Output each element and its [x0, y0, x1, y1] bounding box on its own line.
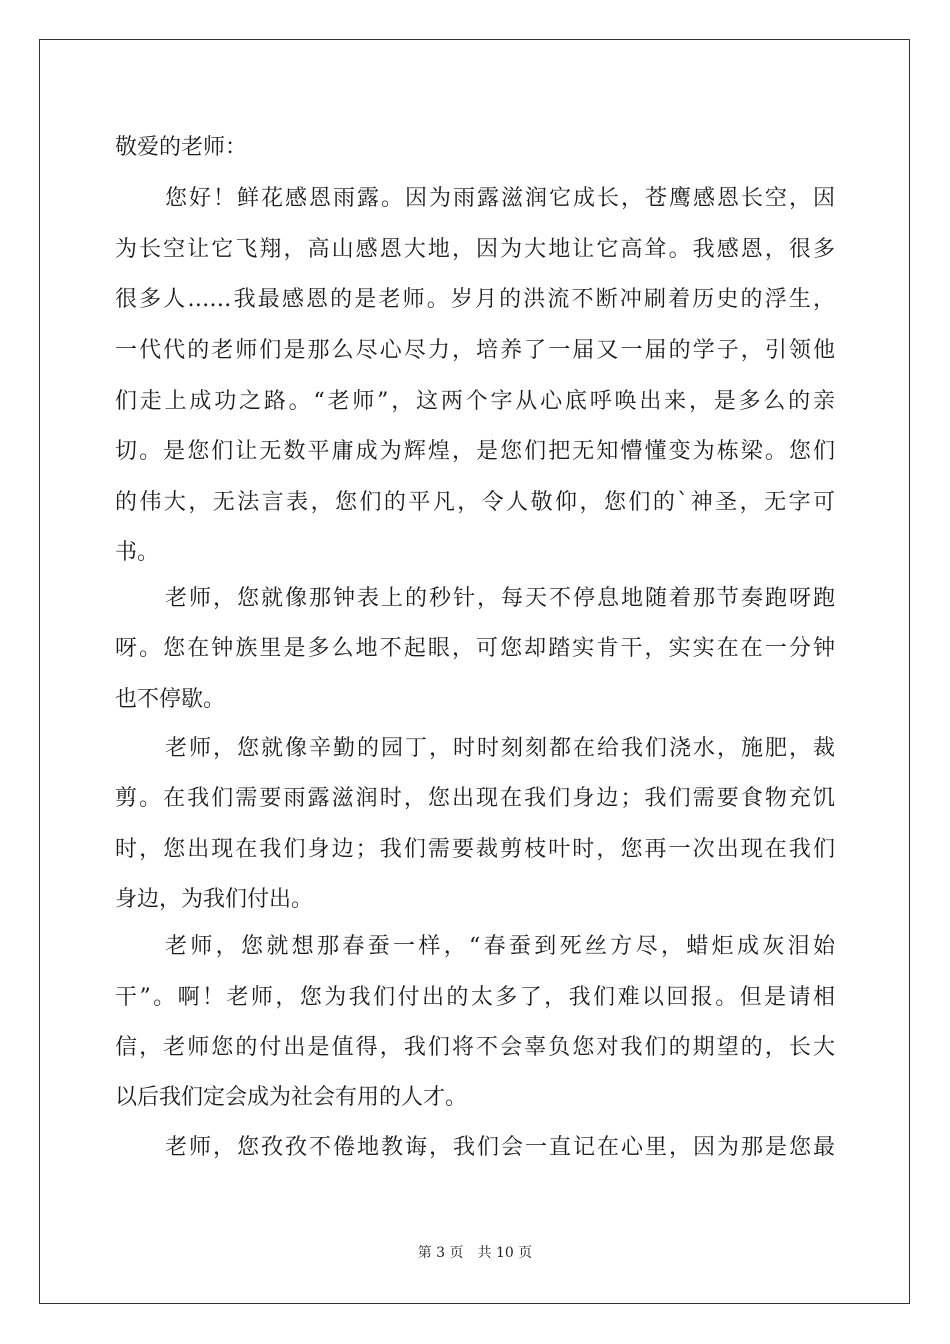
paragraph-line: 们走上成功之路。“老师”，这两个字从心底呼唤出来，是多么的亲	[115, 389, 835, 414]
salutation: 敬爱的老师：	[115, 135, 248, 160]
paragraph-line: 老师，您就像那钟表上的秒针，每天不停息地随着那节奏跑呀跑	[165, 586, 835, 611]
total-pages: 共 10 页	[477, 1245, 533, 1261]
page-border	[39, 39, 910, 1304]
paragraph-line: 的伟大，无法言表，您们的平凡，令人敬仰，您们的`神圣，无字可	[115, 490, 835, 515]
paragraph-line: 书。	[115, 540, 160, 565]
paragraph-line: 呀。您在钟族里是多么地不起眼，可您却踏实肯干，实实在在一分钟	[115, 636, 835, 661]
paragraph-line: 老师，您就想那春蚕一样，“春蚕到死丝方尽，蜡炬成灰泪始	[165, 934, 835, 959]
paragraph-line: 时，您出现在我们身边；我们需要裁剪枝叶时，您再一次出现在我们	[115, 837, 835, 862]
paragraph-line: 很多人……我最感恩的是老师。岁月的洪流不断冲刷着历史的浮生，	[115, 287, 835, 312]
paragraph-line: 干”。啊！老师，您为我们付出的太多了，我们难以回报。但是请相	[115, 985, 835, 1010]
paragraph-line: 身边，为我们付出。	[115, 887, 314, 912]
paragraph-line: 老师，您就像辛勤的园丁，时时刻刻都在给我们浇水，施肥，裁	[165, 736, 835, 761]
paragraph-line: 为长空让它飞翔，高山感恩大地，因为大地让它高耸。我感恩，很多	[115, 237, 835, 262]
page-number: 第 3 页	[417, 1245, 464, 1261]
paragraph-line: 以后我们定会成为社会有用的人才。	[115, 1085, 468, 1110]
paragraph-line: 剪。在我们需要雨露滋润时，您出现在我们身边；我们需要食物充饥	[115, 786, 835, 811]
paragraph-line: 切。是您们让无数平庸成为辉煌，是您们把无知懵懂变为栋梁。您们	[115, 439, 835, 464]
paragraph-line: 您好！鲜花感恩雨露。因为雨露滋润它成长，苍鹰感恩长空，因	[165, 186, 835, 211]
paragraph-line: 也不停歇。	[115, 687, 226, 712]
paragraph-line: 一代代的老师们是那么尽心尽力，培养了一届又一届的学子，引领他	[115, 338, 835, 363]
paragraph-line: 信，老师您的付出是值得，我们将不会辜负您对我们的期望的，长大	[115, 1035, 835, 1060]
page-footer	[0, 1244, 950, 1262]
paragraph-line: 老师，您孜孜不倦地教诲，我们会一直记在心里，因为那是您最	[165, 1135, 835, 1160]
